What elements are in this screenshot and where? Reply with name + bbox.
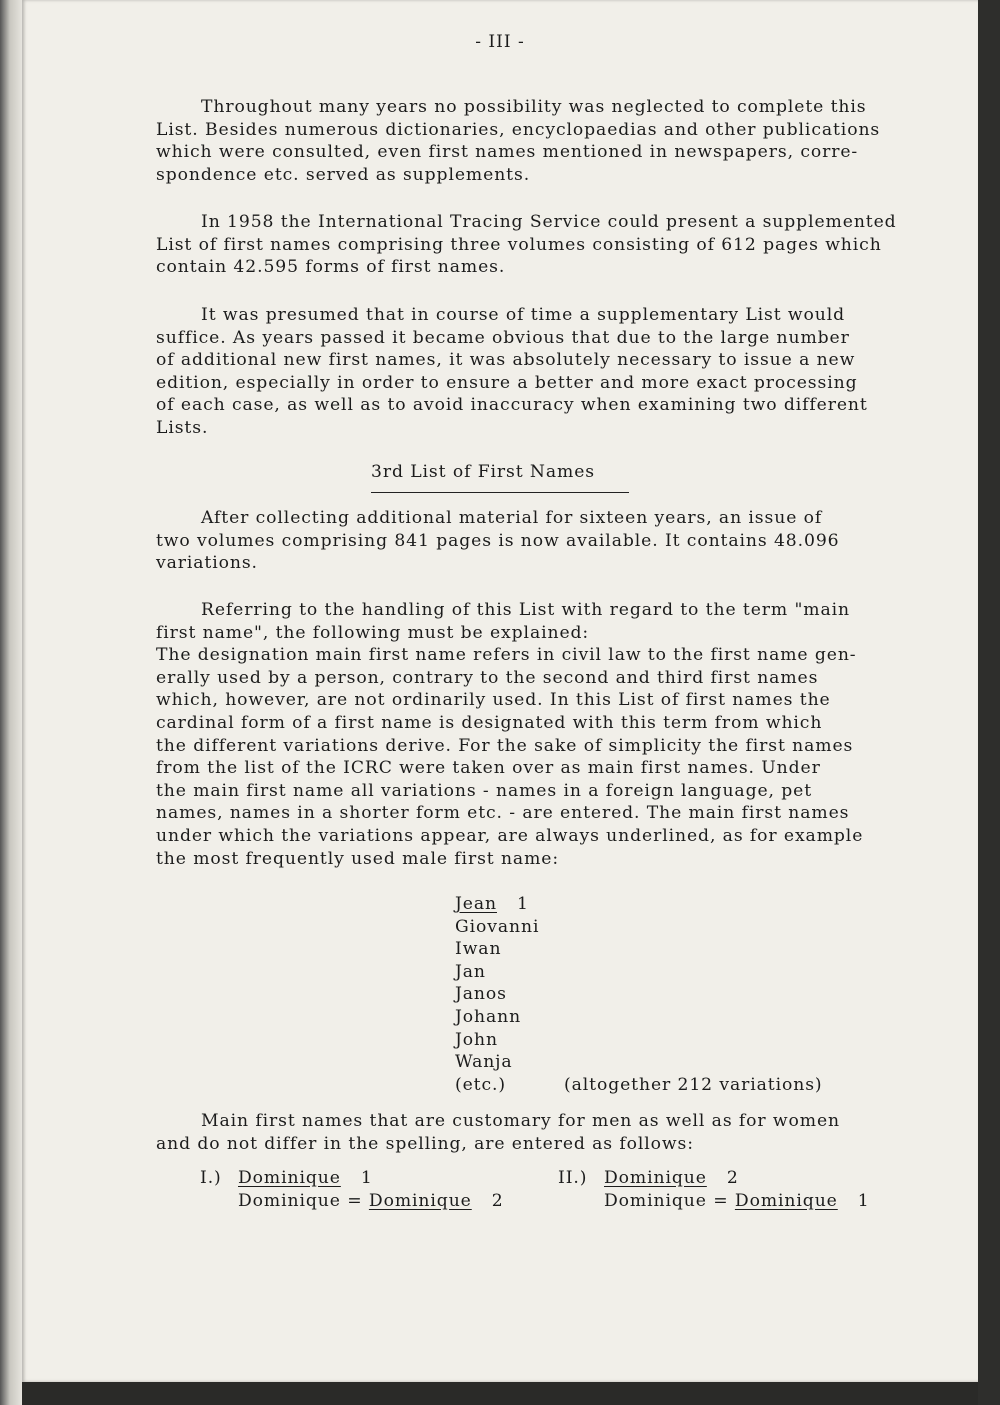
text-line: It was presumed that in course of time a supplementary List would: [201, 305, 846, 325]
example-2-label: II.): [558, 1168, 588, 1188]
variation-count: (altogether 212 variations): [564, 1075, 823, 1095]
example-2-main-name: Dominique: [604, 1168, 707, 1188]
paragraph-6: [156, 1110, 956, 1155]
text-line: List of first names comprising three volumes consisting of 612 pages which: [156, 234, 882, 255]
name-variation-list: [455, 893, 539, 1096]
example-1-name: [238, 1168, 373, 1188]
text-line: two volumes comprising 841 pages is now available. It contains 48.096: [156, 530, 840, 551]
text-line: The designation main first name refers in civil law to the first name gen-: [156, 645, 857, 666]
paragraph-5: [156, 599, 956, 870]
example-1-label: I.): [200, 1168, 222, 1188]
example-2-line2-number: 1: [857, 1191, 870, 1211]
example-1-line2-main: Dominique: [368, 1191, 472, 1211]
example-2-line2-main: Dominique: [734, 1191, 838, 1211]
equals-sign: =: [347, 1191, 363, 1211]
text-line: the most frequently used male first name:: [156, 848, 560, 869]
text-line: variations.: [156, 553, 258, 574]
variation-etc: (etc.): [455, 1074, 506, 1095]
example-2-number: 2: [726, 1168, 739, 1188]
example-1-line2: [238, 1191, 504, 1211]
text-line: Lists.: [156, 417, 209, 438]
text-line: edition, especially in order to ensure a better and more exact processing: [156, 372, 858, 393]
equals-sign: =: [713, 1191, 729, 1211]
section-heading: 3rd List of First Names: [371, 462, 595, 482]
text-line: which were consulted, even first names mentioned in newspapers, corre-: [156, 142, 859, 163]
text-line: Throughout many years no possibility was neglected to complete this: [201, 97, 867, 117]
main-name: Jean: [455, 894, 497, 914]
example-2-name: [604, 1168, 739, 1188]
text-line: contain 42.595 forms of first names.: [156, 257, 506, 278]
text-line: cardinal form of a first name is designated with this term from which: [156, 712, 823, 733]
scan-border-right: [978, 0, 1000, 1405]
main-name-number: 1: [516, 894, 529, 914]
variation: John: [455, 1029, 498, 1050]
text-line: the different variations derive. For the sake of simplicity the first names: [156, 735, 854, 756]
text-line: the main first name all variations - names in a foreign language, pet: [156, 780, 813, 801]
paragraph-1: [156, 96, 956, 186]
main-first-name: [455, 893, 539, 916]
paragraph-3: [156, 304, 956, 440]
variation: Janos: [455, 984, 507, 1005]
scan-border-bottom: [22, 1382, 978, 1405]
text-line: which, however, are not ordinarily used. In this List of first names the: [156, 690, 831, 711]
example-2-line2: [604, 1191, 870, 1211]
paragraph-4: [156, 507, 956, 575]
text-line: Main first names that are customary for men as well as for women: [201, 1111, 840, 1131]
variation: Johann: [455, 1006, 522, 1027]
text-line: erally used by a person, contrary to the second and third first names: [156, 667, 819, 688]
text-line: of additional new first names, it was absolutely necessary to issue a new: [156, 350, 856, 371]
variation: Iwan: [455, 939, 502, 960]
text-line: In 1958 the International Tracing Service could present a supplemented: [201, 212, 897, 232]
variation: Giovanni: [455, 916, 540, 937]
paragraph-2: [156, 211, 956, 279]
variation: Jan: [455, 961, 486, 982]
text-line: of each case, as well as to avoid inaccuracy when examining two different: [156, 395, 868, 416]
book-spine: [0, 0, 22, 1405]
text-line: and do not differ in the spelling, are entered as follows:: [156, 1133, 694, 1154]
text-line: spondence etc. served as supplements.: [156, 164, 531, 185]
text-line: first name", the following must be explained:: [156, 622, 590, 643]
text-line: List. Besides numerous dictionaries, encyclopaedias and other publications: [156, 119, 881, 140]
text-line: After collecting additional material for sixteen years, an issue of: [201, 508, 823, 528]
text-line: under which the variations appear, are always underlined, as for example: [156, 825, 864, 846]
example-1-line2-number: 2: [491, 1191, 504, 1211]
page-number: - III -: [475, 32, 525, 52]
heading-rule: [371, 492, 629, 493]
text-line: suffice. As years passed it became obvious that due to the large number: [156, 327, 850, 348]
example-1-main-name: Dominique: [238, 1168, 341, 1188]
text-line: from the list of the ICRC were taken over as main first names. Under: [156, 758, 821, 779]
variation: Wanja: [455, 1052, 513, 1073]
example-1-number: 1: [360, 1168, 373, 1188]
example-2-variant: Dominique: [604, 1191, 707, 1211]
text-line: names, names in a shorter form etc. - are entered. The main first names: [156, 803, 850, 824]
text-line: Referring to the handling of this List with regard to the term "main: [201, 600, 850, 620]
example-1-variant: Dominique: [238, 1191, 341, 1211]
